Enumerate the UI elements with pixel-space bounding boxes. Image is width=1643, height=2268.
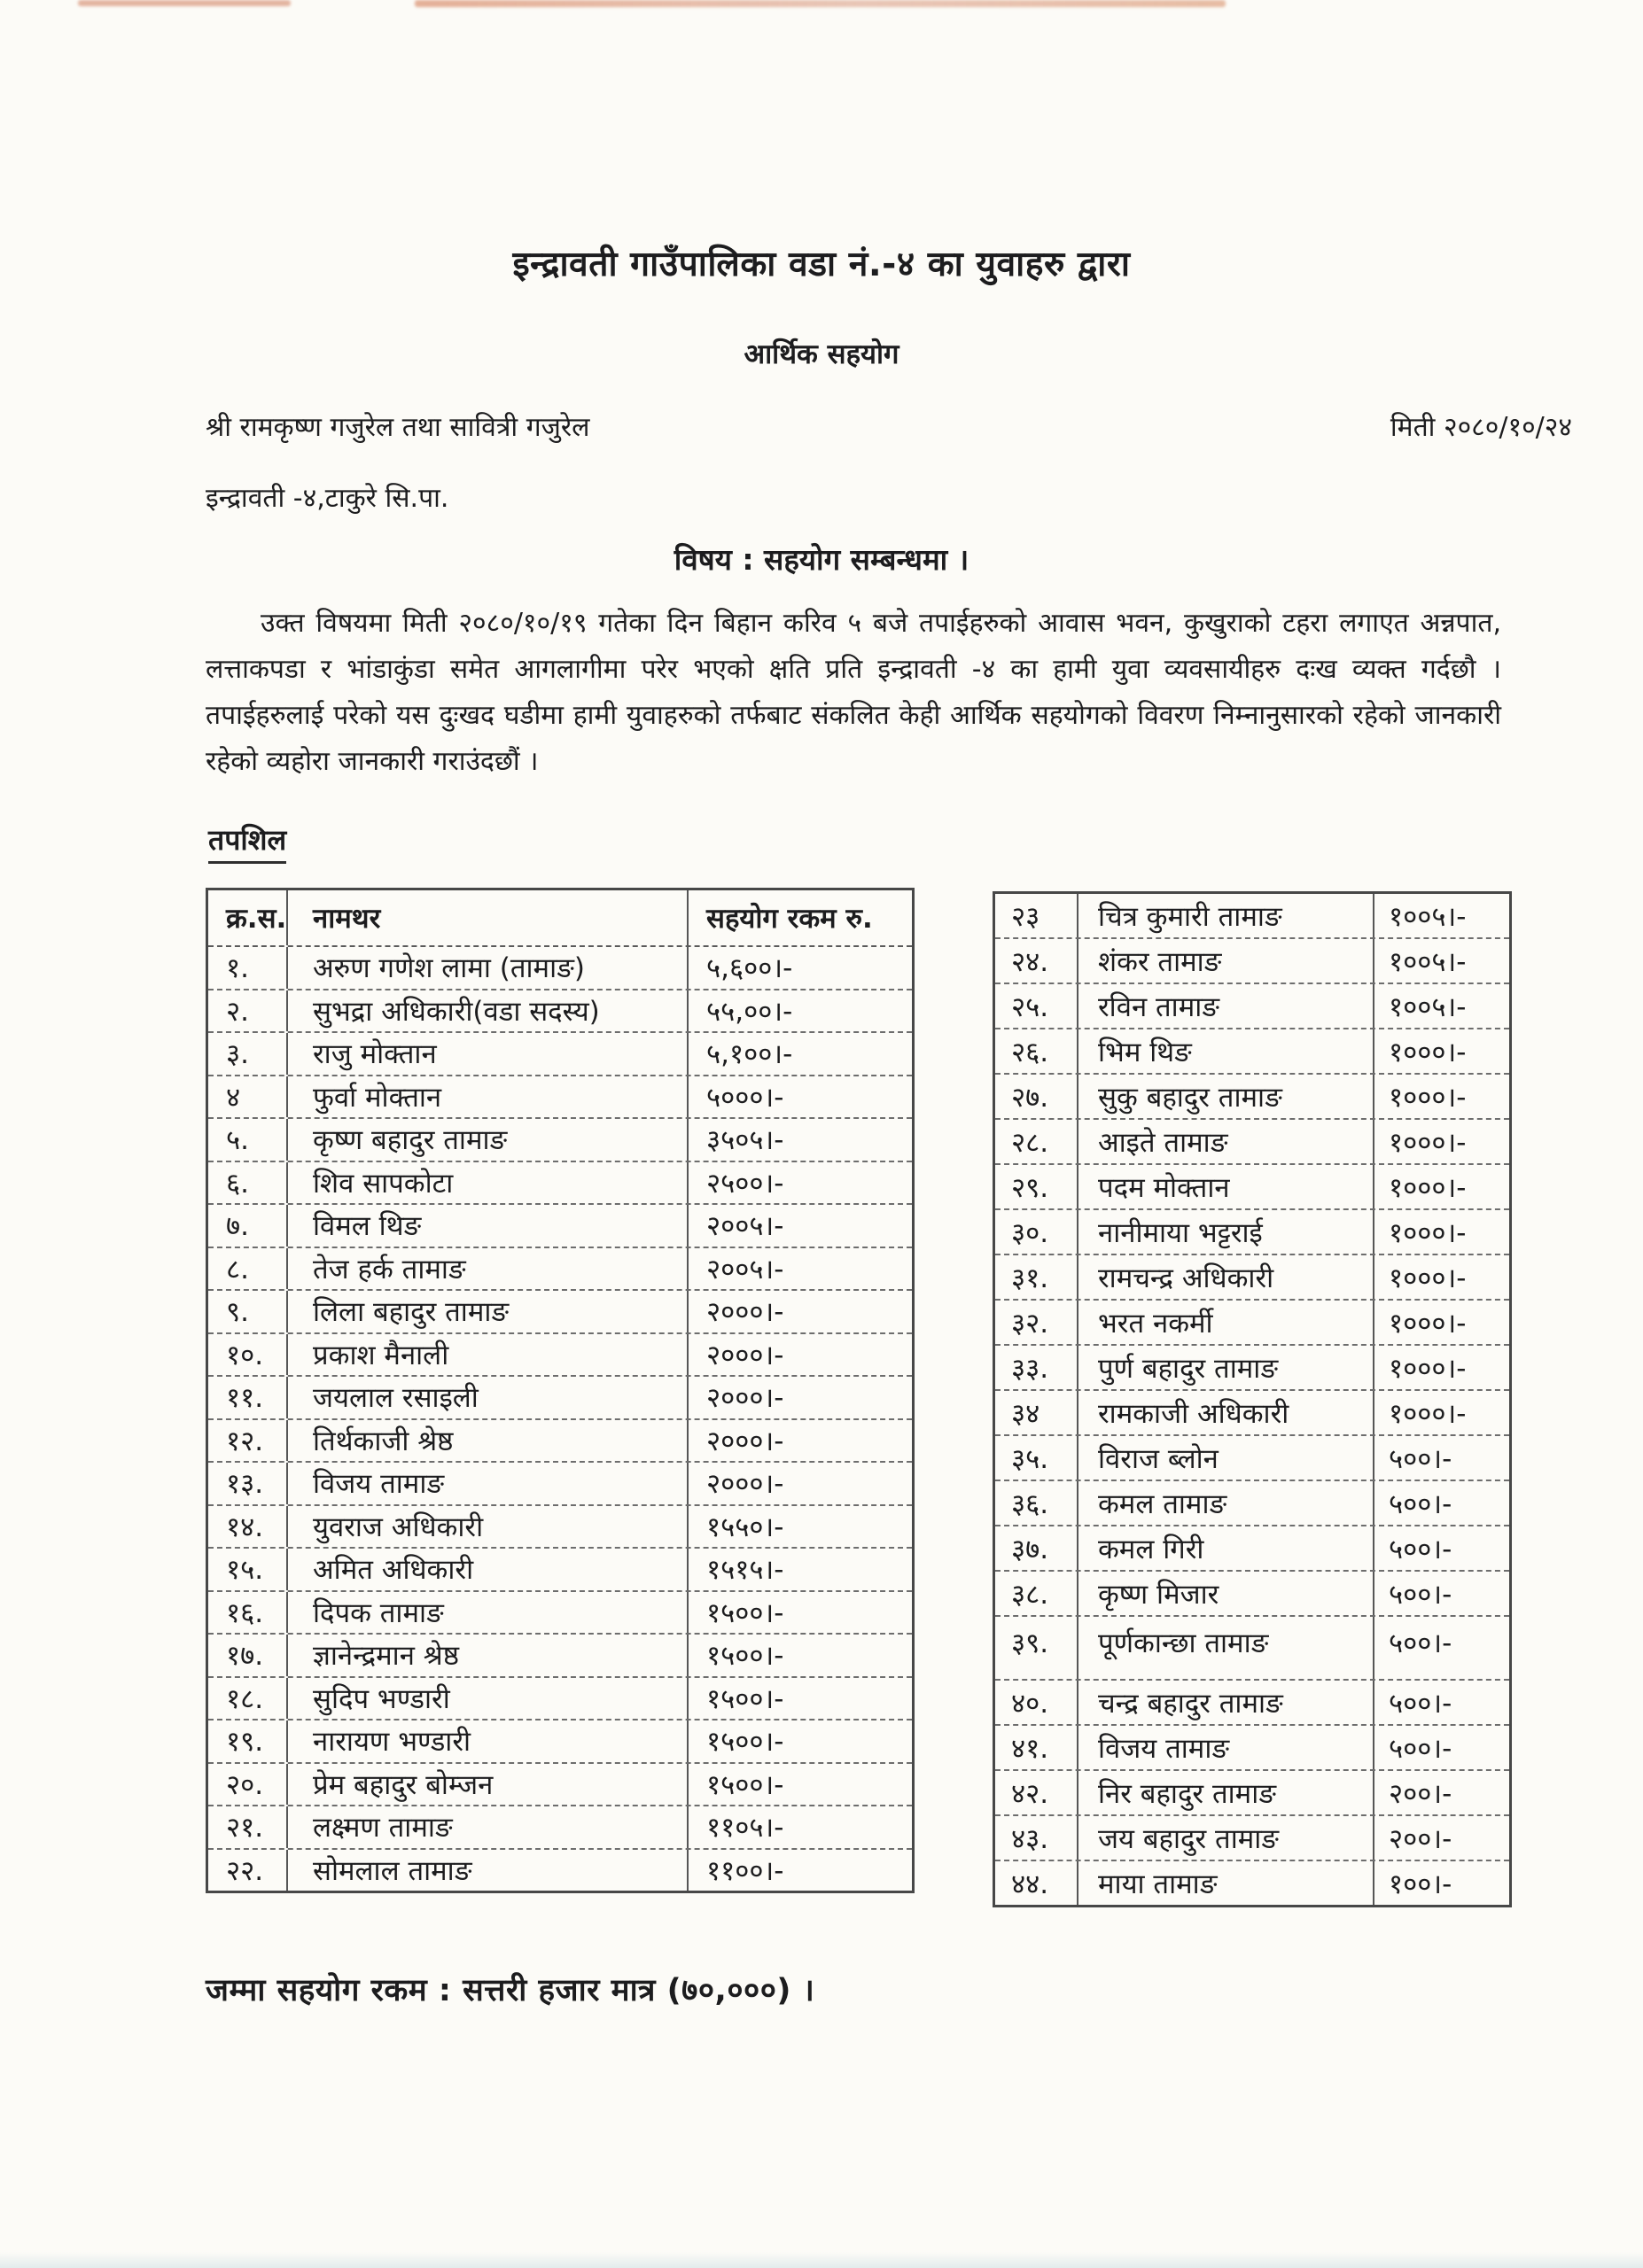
serial-number-cell: ४१. [995,1726,1078,1769]
table-body-right [995,894,1509,1905]
table-row [208,1377,912,1420]
serial-number-cell: २८. [995,1120,1078,1163]
contribution-amount-cell: ५००।- [1389,1578,1452,1611]
contribution-amount-cell: २००५।- [706,1253,784,1285]
contributor-name-cell: प्रकाश मैनाली [288,1334,689,1376]
contribution-amount-cell: ५००।- [1389,1732,1452,1765]
contribution-amount-cell: १००५।- [1389,900,1467,933]
contribution-amount-cell: ५००।- [1389,1442,1452,1475]
contribution-amount-cell: १००५।- [1389,990,1467,1023]
body-paragraph: उक्त विषयमा मिती २०८०/१०/१९ गतेका दिन बिहान करिव ५ बजे तपाईहरुको आवास भवन, कुखुराको टहरा लगाएत अन्नपात, लत्ताकपडा र भांडाकुंडा समेत आगलागीमा परेर भएको क्षति प्रति इन्द्रावती -४ का हामी युवा व्यवसायीहरु दःख व्यक्त गर्दछौ । तपाईहरुलाई परेको यस दुःखद घडीमा हामी युवाहरुको तर्फबाट संकलित केही आर्थिक सहयोगको विवरण निम्नानुसारको रहेको जानकारी रहेको व्यहोरा जानकारी गराउंदछौं । [206,608,1501,777]
serial-number-cell: ४ [208,1076,288,1118]
table-row [995,1346,1509,1391]
serial-number-cell: ३९. [995,1617,1078,1679]
serial-number-cell: ३५. [995,1436,1078,1480]
document-title: इन्द्रावती गाउँपालिका वडा नं.-४ का युवाहरु द्वारा [512,245,1131,284]
serial-number-cell: ४३. [995,1816,1078,1860]
serial-number-cell: १७. [208,1635,288,1676]
serial-number-cell: १५. [208,1549,288,1590]
table-row [208,1764,912,1807]
contribution-amount-cell: २००।- [1389,1777,1452,1810]
contribution-amount-cell: ५,१००।- [706,1038,793,1071]
contribution-amount-cell: १०००।- [1389,1397,1467,1430]
serial-number-cell: ४०. [995,1681,1078,1724]
serial-number-cell: ३०. [995,1210,1078,1254]
table-row [995,1861,1509,1905]
contributor-name-cell: पदम मोक्तान [1078,1165,1374,1208]
table-row [208,1033,912,1076]
contributor-name-cell: रामचन्द्र अधिकारी [1078,1255,1374,1299]
contribution-amount-cell: १०००।- [1389,1171,1467,1204]
contributor-name-cell: आइते तामाङ [1078,1120,1374,1163]
contributor-name-cell: ज्ञानेन्द्रमान श्रेष्ठ [288,1635,689,1676]
subject-line: विषय : सहयोग सम्बन्धमा । [674,542,969,577]
serial-number-cell: ११. [208,1377,288,1418]
contributor-name-cell: शंकर तामाङ [1078,939,1374,983]
contribution-amount-cell: १०००।- [1389,1352,1467,1385]
serial-number-cell: १४. [208,1506,288,1548]
contributor-name-cell: कृष्ण मिजार [1078,1572,1374,1615]
contribution-amount-cell: २०००।- [706,1468,784,1501]
contribution-amount-cell: ३५०५।- [706,1124,784,1157]
table-row [995,1210,1509,1255]
contributor-name-cell: जयलाल रसाइली [288,1377,689,1418]
table-row [995,1436,1509,1481]
contributor-name-cell: सोमलाल तामाङ [288,1850,689,1891]
serial-number-cell: २३ [995,894,1078,937]
document-subtitle: आर्थिक सहयोग [744,338,899,370]
contributor-name-cell: लक्ष्मण तामाङ [288,1806,689,1848]
contribution-amount-cell: २०००।- [706,1382,784,1415]
table-row [208,1806,912,1850]
serial-number-cell: २५. [995,984,1078,1028]
contribution-amount-cell: ५०००।- [706,1081,784,1114]
contributor-name-cell: सुकु बहादुर तामाङ [1078,1075,1374,1118]
contribution-amount-cell: १०००।- [1389,1036,1467,1068]
contributor-name-cell: पुर्ण बहादुर तामाङ [1078,1346,1374,1389]
contribution-amount-cell: २०००।- [706,1339,784,1371]
table-row [995,1726,1509,1771]
contributor-name-cell: अरुण गणेश लामा (तामाङ) [288,947,689,989]
contribution-amount-cell: १०००।- [1389,1307,1467,1340]
serial-number-cell: ६. [208,1162,288,1204]
header-name: नामथर [288,890,689,945]
serial-number-cell: ३२. [995,1301,1078,1344]
table-row [208,1119,912,1162]
table-row [995,1526,1509,1572]
contribution-amount-cell: १५००।- [706,1726,784,1759]
serial-number-cell: ३३. [995,1346,1078,1389]
contributor-name-cell: रविन तामाङ [1078,984,1374,1028]
serial-number-cell: १९. [208,1720,288,1762]
contributor-name-cell: भरत नकर्मी [1078,1301,1374,1344]
contributor-name-cell: कृष्ण बहादुर तामाङ [288,1119,689,1161]
table-row [995,1029,1509,1075]
table-row [995,984,1509,1029]
serial-number-cell: २४. [995,939,1078,983]
contributor-name-cell: जय बहादुर तामाङ [1078,1816,1374,1860]
scan-artifact-top-left [78,0,291,6]
table-row [995,1391,1509,1436]
serial-number-cell: २१. [208,1806,288,1848]
scan-artifact-bottom [0,2252,1643,2268]
contributor-name-cell: पूर्णकान्छा तामाङ [1078,1617,1374,1679]
contributor-name-cell: सुदिप भण्डारी [288,1678,689,1720]
table-row [208,1420,912,1464]
table-body-left [208,947,912,1891]
table-row [208,1076,912,1120]
table-row [995,1481,1509,1526]
serial-number-cell: २६. [995,1029,1078,1073]
contribution-amount-cell: १५००।- [706,1640,784,1673]
serial-number-cell: २. [208,990,288,1032]
contributor-name-cell: प्रेम बहादुर बोम्जन [288,1764,689,1806]
address-line: इन्द्रावती -४,टाकुरे सि.पा. [206,483,449,514]
contributor-name-cell: भिम थिङ [1078,1029,1374,1073]
contributor-name-cell: युवराज अधिकारी [288,1506,689,1548]
contributor-name-cell: लिला बहादुर तामाङ [288,1291,689,1332]
contribution-amount-cell: २०००।- [706,1296,784,1329]
contribution-amount-cell: १०००।- [1389,1216,1467,1249]
serial-number-cell: ३४ [995,1391,1078,1434]
contribution-amount-cell: १००।- [1389,1868,1452,1900]
table-row [208,1678,912,1721]
contribution-amount-cell: १५००।- [706,1682,784,1715]
table-row [208,990,912,1034]
contribution-amount-cell: ११००।- [706,1854,784,1887]
contribution-table-right [993,891,1512,1907]
table-row [208,1635,912,1678]
table-row [995,1301,1509,1346]
contribution-amount-cell: १०००।- [1389,1262,1467,1294]
serial-number-cell: १२. [208,1420,288,1462]
contribution-amount-cell: ५००।- [1389,1533,1452,1565]
contributor-name-cell: निर बहादुर तामाङ [1078,1771,1374,1814]
serial-number-cell: ३६. [995,1481,1078,1525]
contributor-name-cell: दिपक तामाङ [288,1592,689,1634]
total-amount-line: जम्मा सहयोग रकम : सत्तरी हजार मात्र (७०,०००) । [206,1973,815,2008]
table-row [208,1720,912,1764]
serial-number-cell: २७. [995,1075,1078,1118]
table-row [208,1850,912,1891]
header-serial-number: क्र.स. [208,890,288,945]
table-row [995,1255,1509,1301]
table-row [208,1506,912,1550]
date-line: मिती २०८०/१०/२४ [1390,412,1572,443]
serial-number-cell: ३. [208,1033,288,1075]
serial-number-cell: २९. [995,1165,1078,1208]
contribution-amount-cell: २००५।- [706,1210,784,1243]
serial-number-cell: १६. [208,1592,288,1634]
table-row [995,1816,1509,1861]
serial-number-cell: ३८. [995,1572,1078,1615]
contribution-amount-cell: २००।- [1389,1822,1452,1855]
contribution-amount-cell: ५००।- [1389,1487,1452,1520]
serial-number-cell: ३७. [995,1526,1078,1570]
contributor-name-cell: माया तामाङ [1078,1861,1374,1905]
table-row [995,939,1509,984]
table-row [995,1617,1509,1681]
contributor-name-cell: कमल गिरी [1078,1526,1374,1570]
scan-artifact-top-center [415,0,1226,7]
serial-number-cell: १. [208,947,288,989]
contributor-name-cell: फुर्वा मोक्तान [288,1076,689,1118]
contributor-name-cell: विजय तामाङ [288,1463,689,1504]
table-row [995,1165,1509,1210]
contribution-amount-cell: ५००।- [1389,1687,1452,1720]
serial-number-cell: १३. [208,1463,288,1504]
contribution-amount-cell: १५००।- [706,1768,784,1801]
table-row [208,947,912,990]
table-row [208,1162,912,1206]
table-row [995,1572,1509,1617]
contributor-name-cell: नारायण भण्डारी [288,1720,689,1762]
serial-number-cell: ८. [208,1248,288,1290]
serial-number-cell: २०. [208,1764,288,1806]
serial-number-cell: १८. [208,1678,288,1720]
table-row [208,1291,912,1334]
serial-number-cell: ३१. [995,1255,1078,1299]
table-row [995,894,1509,939]
contributor-name-cell: तेज हर्क तामाङ [288,1248,689,1290]
details-heading: तपशिल [208,820,286,864]
contributor-name-cell: शिव सापकोटा [288,1162,689,1204]
contributor-name-cell: चित्र कुमारी तामाङ [1078,894,1374,937]
contributor-name-cell: सुभद्रा अधिकारी(वडा सदस्य) [288,990,689,1032]
serial-number-cell: ५. [208,1119,288,1161]
header-amount: सहयोग रकम रु. [706,903,873,935]
contribution-amount-cell: १००५।- [1389,945,1467,978]
table-row [208,1205,912,1248]
table-row [995,1075,1509,1120]
contributor-name-cell: नानीमाया भट्टराई [1078,1210,1374,1254]
addressee-line: श्री रामकृष्ण गजुरेल तथा सावित्री गजुरेल [206,412,590,443]
contribution-amount-cell: २५००।- [706,1167,784,1200]
contribution-amount-cell: ५,६००।- [706,952,793,985]
table-row [208,1463,912,1506]
table-row [208,1248,912,1292]
contribution-amount-cell: ५५,००।- [706,995,793,1028]
serial-number-cell: ४४. [995,1861,1078,1905]
serial-number-cell: ७. [208,1205,288,1247]
contributor-name-cell: विजय तामाङ [1078,1726,1374,1769]
contribution-amount-cell: २०००।- [706,1425,784,1457]
table-row [995,1120,1509,1165]
contribution-amount-cell: १०००।- [1389,1126,1467,1159]
contribution-amount-cell: १५१५।- [706,1554,784,1587]
table-row [208,1334,912,1378]
contributor-name-cell: तिर्थकाजी श्रेष्ठ [288,1420,689,1462]
contribution-table-left [206,888,915,1893]
table-header-row [208,890,912,947]
table-row [208,1549,912,1592]
contribution-amount-cell: १५००।- [706,1596,784,1629]
contributor-name-cell: विमल थिङ [288,1205,689,1247]
contribution-amount-cell: ११०५।- [706,1812,784,1845]
contributor-name-cell: अमित अधिकारी [288,1549,689,1590]
contributor-name-cell: विराज ब्लोन [1078,1436,1374,1480]
serial-number-cell: १०. [208,1334,288,1376]
table-row [995,1771,1509,1816]
contributor-name-cell: राजु मोक्तान [288,1033,689,1075]
table-row [208,1592,912,1635]
contribution-amount-cell: १५५०।- [706,1511,784,1543]
serial-number-cell: ९. [208,1291,288,1332]
contributor-name-cell: चन्द्र बहादुर तामाङ [1078,1681,1374,1724]
table-row [995,1681,1509,1726]
serial-number-cell: २२. [208,1850,288,1891]
serial-number-cell: ४२. [995,1771,1078,1814]
contributor-name-cell: रामकाजी अधिकारी [1078,1391,1374,1434]
addressee-date-row [206,408,1572,444]
contribution-amount-cell: १०००।- [1389,1081,1467,1114]
contributor-name-cell: कमल तामाङ [1078,1481,1374,1525]
contribution-amount-cell: ५००।- [1389,1627,1452,1659]
